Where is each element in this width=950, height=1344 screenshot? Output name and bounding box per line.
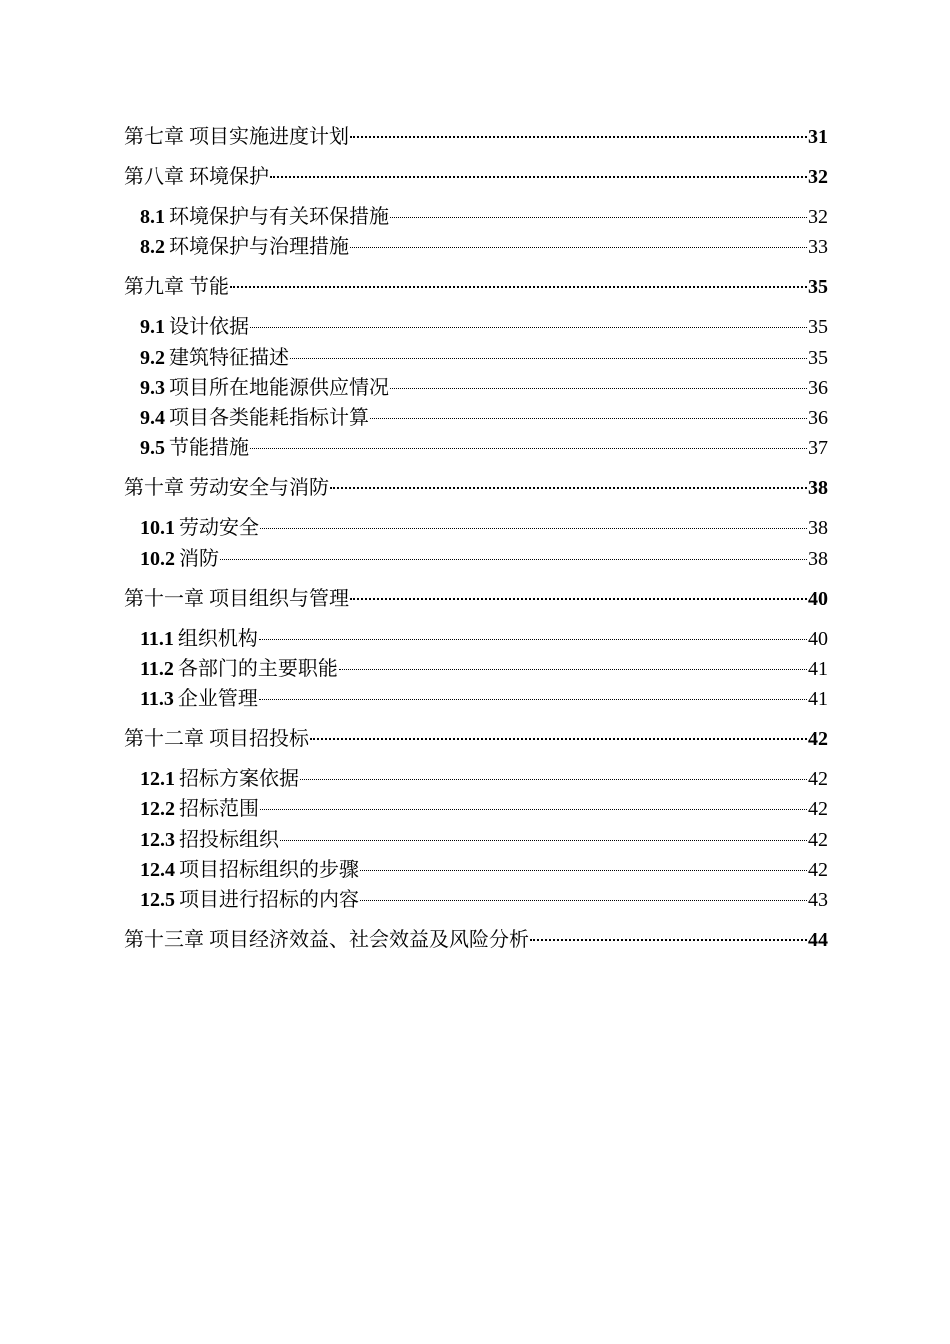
toc-section-number: 10.1 bbox=[140, 517, 175, 540]
toc-chapter-entry[interactable] bbox=[124, 272, 828, 312]
toc-entry-title: 劳动安全 bbox=[179, 517, 259, 540]
toc-page-number: 43 bbox=[808, 889, 828, 911]
toc-page-number: 35 bbox=[808, 316, 828, 339]
toc-dot-leader bbox=[280, 840, 807, 841]
toc-dot-leader bbox=[350, 247, 807, 248]
toc-entry-title: 组织机构 bbox=[177, 627, 258, 650]
toc-chapter-entry[interactable] bbox=[124, 724, 828, 764]
toc-page-number: 40 bbox=[808, 587, 828, 610]
toc-section-entry[interactable] bbox=[124, 764, 828, 794]
toc-section-number: 8.1 bbox=[140, 206, 165, 228]
toc-dot-leader bbox=[350, 598, 807, 600]
toc-section-number: 9.3 bbox=[140, 376, 165, 399]
toc-dot-leader bbox=[220, 559, 807, 560]
toc-dot-leader bbox=[350, 136, 807, 138]
toc-entry-title: 项目招标组织的步骤 bbox=[179, 858, 359, 881]
toc-entry-title: 项目所在地能源供应情况 bbox=[169, 376, 389, 399]
toc-dot-leader bbox=[250, 448, 807, 449]
toc-page-number: 42 bbox=[808, 728, 828, 751]
toc-section-entry[interactable] bbox=[124, 312, 828, 342]
toc-page-number: 44 bbox=[808, 929, 828, 952]
toc-page-number: 35 bbox=[808, 276, 828, 299]
toc-page-number: 32 bbox=[808, 166, 828, 188]
toc-dot-leader bbox=[390, 217, 807, 218]
toc-chapter-entry[interactable] bbox=[124, 473, 828, 513]
toc-section-entry[interactable] bbox=[124, 202, 828, 232]
toc-section-number: 12.1 bbox=[140, 768, 175, 791]
toc-section-number: 9.2 bbox=[140, 346, 165, 369]
toc-page-number: 36 bbox=[808, 406, 828, 429]
toc-chapter-entry[interactable] bbox=[124, 584, 828, 624]
toc-dot-leader bbox=[290, 358, 807, 359]
toc-entry-title: 第十章 劳动安全与消防 bbox=[124, 477, 329, 500]
toc-section-entry[interactable] bbox=[124, 513, 828, 543]
toc-section-number: 8.2 bbox=[140, 236, 165, 259]
toc-page-number: 36 bbox=[808, 376, 828, 399]
toc-dot-leader bbox=[390, 388, 807, 389]
toc-dot-leader bbox=[300, 779, 807, 780]
toc-entry-title: 第十二章 项目招投标 bbox=[124, 728, 309, 751]
toc-entry-title: 第九章 节能 bbox=[124, 276, 229, 299]
toc-section-entry[interactable] bbox=[124, 684, 828, 714]
toc-page-number: 42 bbox=[808, 768, 828, 791]
toc-dot-leader bbox=[310, 738, 807, 740]
toc-chapter-entry[interactable] bbox=[124, 162, 828, 202]
toc-dot-leader bbox=[260, 528, 807, 529]
toc-section-number: 12.4 bbox=[140, 858, 175, 881]
toc-entry-title: 建筑特征描述 bbox=[169, 346, 289, 369]
toc-entry-title: 企业管理 bbox=[177, 688, 258, 711]
toc-page-number: 41 bbox=[808, 688, 828, 711]
toc-entry-title: 招标方案依据 bbox=[179, 768, 299, 791]
toc-page-number: 37 bbox=[808, 437, 828, 460]
toc-entry-title: 节能措施 bbox=[169, 437, 249, 460]
toc-dot-leader bbox=[250, 327, 807, 328]
toc-entry-title: 项目进行招标的内容 bbox=[179, 889, 359, 911]
toc-page-number: 42 bbox=[808, 858, 828, 881]
toc-section-number: 12.3 bbox=[140, 828, 175, 851]
toc-dot-leader bbox=[259, 699, 807, 700]
toc-page-number: 42 bbox=[808, 798, 828, 821]
toc-page-number: 31 bbox=[808, 126, 828, 148]
toc-chapter-entry[interactable] bbox=[124, 925, 828, 965]
toc-section-number: 12.2 bbox=[140, 798, 175, 821]
toc-section-entry[interactable] bbox=[124, 232, 828, 262]
toc-section-number: 11.3 bbox=[140, 688, 174, 711]
toc-dot-leader bbox=[360, 870, 807, 871]
toc-entry-title: 第十三章 项目经济效益、社会效益及风险分析 bbox=[124, 929, 529, 952]
toc-page-number: 41 bbox=[808, 657, 828, 680]
toc-page-number: 40 bbox=[808, 627, 828, 650]
toc-entry-title: 第八章 环境保护 bbox=[124, 166, 269, 188]
toc-section-entry[interactable] bbox=[124, 544, 828, 574]
toc-dot-leader bbox=[370, 418, 807, 419]
toc-dot-leader bbox=[360, 900, 807, 901]
toc-dot-leader bbox=[330, 487, 807, 489]
toc-dot-leader bbox=[260, 809, 807, 810]
toc-chapter-entry[interactable] bbox=[124, 122, 828, 162]
toc-section-entry[interactable] bbox=[124, 373, 828, 403]
toc-page-number: 42 bbox=[808, 828, 828, 851]
toc-section-entry[interactable] bbox=[124, 343, 828, 373]
toc-section-number: 9.4 bbox=[140, 406, 165, 429]
table-of-contents bbox=[124, 122, 828, 965]
toc-page-number: 33 bbox=[808, 236, 828, 259]
toc-entry-title: 第七章 项目实施进度计划 bbox=[124, 126, 349, 148]
toc-entry-title: 项目各类能耗指标计算 bbox=[169, 406, 369, 429]
toc-section-entry[interactable] bbox=[124, 433, 828, 463]
toc-section-entry[interactable] bbox=[124, 794, 828, 824]
toc-section-number: 9.1 bbox=[140, 316, 165, 339]
toc-page-number: 38 bbox=[808, 547, 828, 570]
toc-dot-leader bbox=[259, 639, 807, 640]
toc-entry-title: 招标范围 bbox=[179, 798, 259, 821]
toc-section-number: 9.5 bbox=[140, 437, 165, 460]
toc-section-entry[interactable] bbox=[124, 624, 828, 654]
toc-page-number: 38 bbox=[808, 477, 828, 500]
toc-page-number: 38 bbox=[808, 517, 828, 540]
toc-section-entry[interactable] bbox=[124, 825, 828, 855]
toc-entry-title: 各部门的主要职能 bbox=[177, 657, 338, 680]
toc-section-number: 11.2 bbox=[140, 657, 174, 680]
toc-entry-title: 第十一章 项目组织与管理 bbox=[124, 587, 349, 610]
toc-section-entry[interactable] bbox=[124, 885, 828, 915]
toc-dot-leader bbox=[530, 939, 807, 941]
toc-dot-leader bbox=[230, 286, 807, 288]
toc-section-number: 11.1 bbox=[140, 627, 174, 650]
toc-dot-leader bbox=[339, 669, 807, 670]
toc-entry-title: 环境保护与治理措施 bbox=[169, 236, 349, 259]
toc-section-number: 12.5 bbox=[140, 889, 175, 911]
toc-page-number: 32 bbox=[808, 206, 828, 228]
toc-dot-leader bbox=[270, 176, 807, 178]
toc-page-number: 35 bbox=[808, 346, 828, 369]
toc-entry-title: 环境保护与有关环保措施 bbox=[169, 206, 389, 228]
toc-entry-title: 设计依据 bbox=[169, 316, 249, 339]
toc-section-number: 10.2 bbox=[140, 547, 175, 570]
toc-section-entry[interactable] bbox=[124, 403, 828, 433]
toc-section-entry[interactable] bbox=[124, 855, 828, 885]
toc-entry-title: 消防 bbox=[179, 547, 219, 570]
toc-entry-title: 招投标组织 bbox=[179, 828, 279, 851]
toc-section-entry[interactable] bbox=[124, 654, 828, 684]
